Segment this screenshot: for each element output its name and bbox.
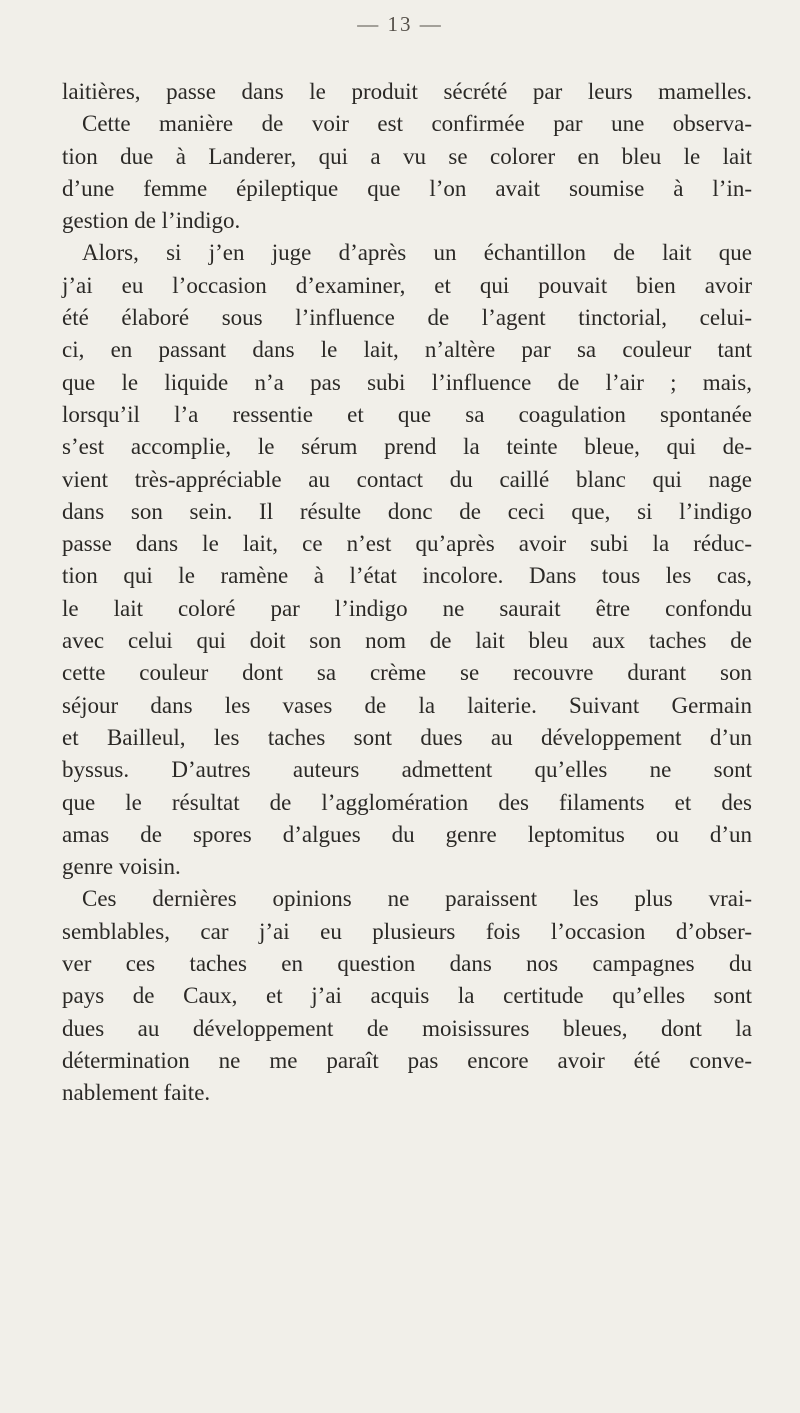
page-number: — 13 — (357, 12, 443, 36)
text-line: que le liquide n’a pas subi l’influence de l’air ; mais, (62, 369, 752, 395)
text-line: laitières, passe dans le produit sécrété par leurs mamelles. (62, 79, 752, 104)
text-line: tion qui le ramène à l’état incolore. Dans tous les cas, (62, 563, 752, 589)
text-line: genre voisin. (62, 854, 181, 880)
text-line: été élaboré sous l’influence de l’agent tinctorial, celui- (62, 305, 752, 331)
text-line: avec celui qui doit son nom de lait bleu aux taches de (62, 628, 752, 654)
text-line: j’ai eu l’occasion d’examiner, et qui pouvait bien avoir (62, 272, 752, 298)
text-line: tion due à Landerer, qui a vu se colorer en bleu le lait (62, 143, 752, 169)
text-line: ci, en passant dans le lait, n’altère par sa couleur tant (62, 337, 752, 363)
text-line: semblables, car j’ai eu plusieurs fois l’occasion d’obser- (62, 918, 752, 944)
text-line: détermination ne me paraît pas encore avoir été conve- (62, 1047, 752, 1073)
text-line: Alors, si j’en juge d’après un échantillon de lait que (82, 240, 752, 266)
text-line: séjour dans les vases de la laiterie. Suivant Germain (62, 692, 752, 718)
text-line: nablement faite. (62, 1080, 211, 1106)
text-line: Cette manière de voir est confirmée par une observa- (82, 111, 752, 137)
text-line: que le résultat de l’agglomération des filaments et des (62, 789, 752, 815)
text-line: s’est accomplie, le sérum prend la teinte bleue, qui de- (62, 434, 752, 460)
text-line: cette couleur dont sa crème se recouvre durant son (62, 660, 752, 686)
text-line: dues au développement de moisissures bleues, dont la (62, 1015, 752, 1041)
text-line: le lait coloré par l’indigo ne saurait être confondu (62, 595, 752, 621)
text-line: dans son sein. Il résulte donc de ceci que, si l’indigo (62, 498, 752, 524)
text-line: lorsqu’il l’a ressentie et que sa coagulation spontanée (62, 401, 752, 427)
body-text (62, 76, 752, 1110)
text-line: ver ces taches en question dans nos campagnes du (62, 951, 752, 977)
text-line: passe dans le lait, ce n’est qu’après avoir subi la réduc- (62, 531, 752, 557)
text-line: Ces dernières opinions ne paraissent les plus vrai- (82, 886, 752, 912)
text-line: vient très-appréciable au contact du caillé blanc qui nage (62, 466, 752, 492)
text-line: d’une femme épileptique que l’on avait soumise à l’in- (62, 175, 752, 201)
text-line: amas de spores d’algues du genre leptomitus ou d’un (62, 821, 752, 847)
text-line: pays de Caux, et j’ai acquis la certitude qu’elles sont (62, 983, 752, 1009)
text-line: et Bailleul, les taches sont dues au développement d’un (62, 724, 752, 750)
text-line: byssus. D’autres auteurs admettent qu’elles ne sont (62, 757, 752, 783)
text-line: gestion de l’indigo. (62, 208, 241, 234)
